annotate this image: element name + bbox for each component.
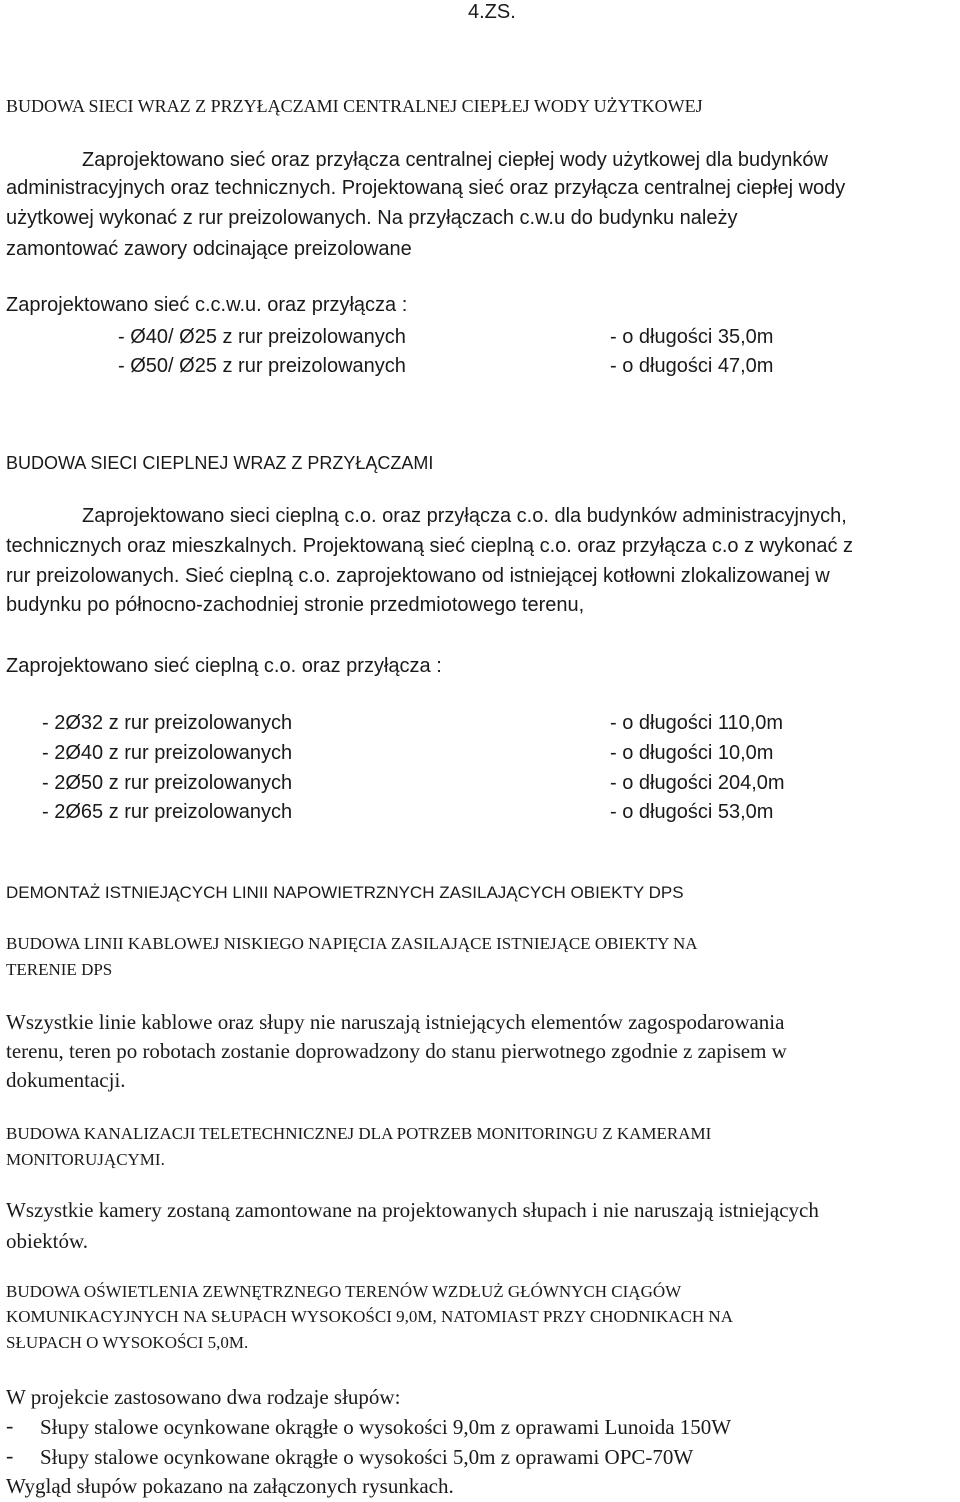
kabel-paragraph-line: dokumentacji. [6, 1068, 126, 1092]
co-item-length: - o długości 53,0m [610, 801, 774, 823]
co-item-length: - o długości 10,0m [610, 742, 774, 764]
oswietlenie-closing: Wygląd słupów pokazano na załączonych rysunkach. [6, 1474, 454, 1498]
co-item-length: - o długości 110,0m [610, 712, 784, 734]
cwu-paragraph-line: zamontować zawory odcinające preizolowane [6, 238, 412, 260]
section-heading-monitoring: MONITORUJĄCYMI. [6, 1150, 165, 1169]
co-list-intro: Zaprojektowano sieć cieplną c.o. oraz przyłącza : [6, 655, 442, 677]
section-heading-co: BUDOWA SIECI CIEPLNEJ WRAZ Z PRZYŁĄCZAMI [6, 453, 434, 473]
oswietlenie-intro: W projekcie zastosowano dwa rodzaje słupów: [6, 1385, 401, 1409]
co-paragraph-line: rur preizolowanych. Sieć cieplną c.o. zaprojektowano od istniejącej kotłowni zlokalizowanej w [6, 565, 830, 587]
page-number: 4.ZS. [468, 1, 516, 23]
cwu-paragraph-line: użytkowej wykonać z rur preizolowanych. Na przyłączach c.w.u do budynku należy [6, 207, 738, 229]
bullet-dash: - [6, 1443, 14, 1468]
co-item-pipe: - 2Ø40 z rur preizolowanych [42, 742, 293, 764]
bullet-item: Słupy stalowe ocynkowane okrągłe o wysokości 5,0m z oprawami OPC-70W [40, 1445, 694, 1469]
cwu-list-intro: Zaprojektowano sieć c.c.w.u. oraz przyłącza : [6, 294, 408, 316]
section-heading-kabel: TERENIE DPS [6, 960, 113, 979]
co-item-pipe: - 2Ø50 z rur preizolowanych [42, 772, 293, 794]
cwu-item-pipe: - Ø50/ Ø25 z rur preizolowanych [118, 355, 406, 377]
monitoring-paragraph-line: obiektów. [6, 1229, 89, 1253]
section-heading-oswietlenie: KOMUNIKACYJNYCH NA SŁUPACH WYSOKOŚCI 9,0M, NATOMIAST PRZY CHODNIKACH NA [6, 1307, 733, 1326]
section-heading-oswietlenie: BUDOWA OŚWIETLENIA ZEWNĘTRZNEGO TERENÓW WZDŁUŻ GŁÓWNYCH CIĄGÓW [6, 1282, 682, 1301]
cwu-item-pipe: - Ø40/ Ø25 z rur preizolowanych [118, 326, 406, 348]
cwu-item-length: - o długości 35,0m [610, 326, 774, 348]
section-heading-monitoring: BUDOWA KANALIZACJI TELETECHNICZNEJ DLA POTRZEB MONITORINGU Z KAMERAMI [6, 1124, 712, 1143]
section-heading-cwu: BUDOWA SIECI WRAZ Z PRZYŁĄCZAMI CENTRALNEJ CIEPŁEJ WODY UŻYTKOWEJ [6, 96, 703, 116]
co-paragraph-line: technicznych oraz mieszkalnych. Projektowaną sieć cieplną c.o. oraz przyłącza c.o z wykonać z [6, 535, 854, 557]
co-item-length: - o długości 204,0m [610, 772, 785, 794]
section-heading-kabel: BUDOWA LINII KABLOWEJ NISKIEGO NAPIĘCIA ZASILAJĄCE ISTNIEJĄCE OBIEKTY NA [6, 934, 698, 953]
kabel-paragraph-line: Wszystkie linie kablowe oraz słupy nie naruszają istniejących elementów zagospodarowania [6, 1010, 785, 1034]
cwu-paragraph-line: Zaprojektowano sieć oraz przyłącza centralnej ciepłej wody użytkowej dla budynków [82, 149, 828, 171]
cwu-paragraph-line: administracyjnych oraz technicznych. Projektowaną sieć oraz przyłącza centralnej ciepłej wody [6, 177, 846, 199]
bullet-item: Słupy stalowe ocynkowane okrągłe o wysokości 9,0m z oprawami Lunoida 150W [40, 1415, 732, 1439]
co-item-pipe: - 2Ø32 z rur preizolowanych [42, 712, 293, 734]
section-heading-demontaz: DEMONTAŻ ISTNIEJĄCYCH LINII NAPOWIETRZNYCH ZASILAJĄCYCH OBIEKTY DPS [6, 883, 684, 902]
cwu-item-length: - o długości 47,0m [610, 355, 774, 377]
co-item-pipe: - 2Ø65 z rur preizolowanych [42, 801, 293, 823]
monitoring-paragraph-line: Wszystkie kamery zostaną zamontowane na projektowanych słupach i nie naruszają istniejących [6, 1198, 819, 1222]
section-heading-oswietlenie: SŁUPACH O WYSOKOŚCI 5,0M. [6, 1333, 249, 1352]
co-paragraph-line: budynku po północno-zachodniej stronie przedmiotowego terenu, [6, 594, 585, 616]
kabel-paragraph-line: terenu, teren po robotach zostanie doprowadzony do stanu pierwotnego zgodnie z zapisem w [6, 1039, 787, 1063]
bullet-dash: - [6, 1413, 14, 1438]
co-paragraph-line: Zaprojektowano sieci cieplną c.o. oraz przyłącza c.o. dla budynków administracyjnych, [82, 505, 847, 527]
